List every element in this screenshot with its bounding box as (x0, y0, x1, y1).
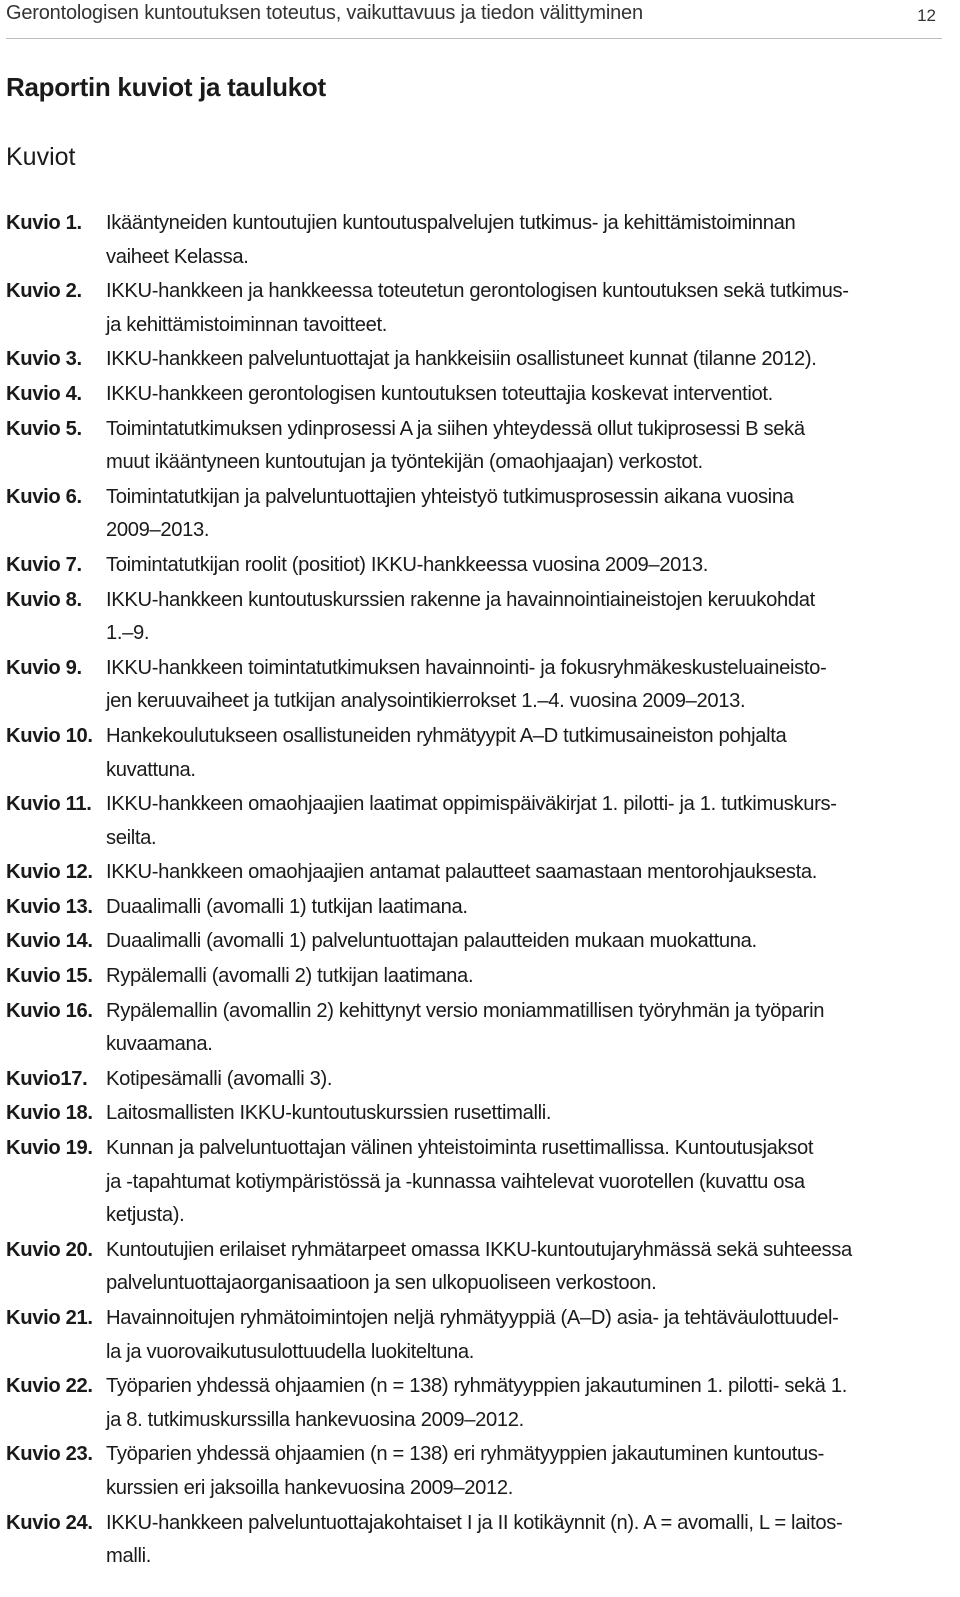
figure-caption (106, 856, 942, 890)
figure-caption-line: muut ikääntyneen kuntoutujan ja työntekijän (omaohjaajan) verkostot. (106, 451, 703, 474)
subsection-title: Kuviot (6, 143, 76, 171)
figure-caption-line: Kunnan ja palveluntuottajan välinen yhteistoiminta rusettimallissa. Kuntoutusjaksot (106, 1137, 814, 1160)
figure-caption (106, 413, 942, 480)
figure-label: Kuvio 13. (6, 895, 93, 918)
figure-entry (6, 652, 942, 719)
figure-caption (106, 1438, 942, 1505)
figure-caption (106, 652, 942, 719)
figure-entry (6, 378, 942, 412)
figure-caption (106, 481, 942, 548)
figure-label: Kuvio 23. (6, 1443, 93, 1466)
figure-label: Kuvio17. (6, 1067, 88, 1090)
figure-caption (106, 378, 942, 412)
figure-label: Kuvio 4. (6, 382, 82, 405)
figure-caption (106, 1302, 942, 1369)
figure-label: Kuvio 22. (6, 1375, 93, 1398)
figure-caption (106, 720, 942, 787)
figure-label: Kuvio 5. (6, 417, 82, 440)
figure-label: Kuvio 16. (6, 999, 93, 1022)
figure-caption-line: Duaalimalli (avomalli 1) tutkijan laatimana. (106, 895, 468, 918)
page-header (6, 0, 942, 39)
figure-entry (6, 1097, 942, 1131)
figure-label: Kuvio 15. (6, 965, 93, 988)
figure-caption-line: Havainnoitujen ryhmätoimintojen neljä ryhmätyyppiä (A–D) asia- ja tehtäväulottuudel- (106, 1307, 839, 1329)
figure-caption (106, 275, 942, 342)
figure-caption (106, 1507, 942, 1574)
figure-caption (106, 343, 942, 377)
figure-entry (6, 788, 942, 855)
figure-caption-line: Kotipesämalli (avomalli 3). (106, 1067, 333, 1090)
figure-entry (6, 856, 942, 890)
figure-label: Kuvio 21. (6, 1307, 93, 1329)
figure-caption-line: IKKU-hankkeen omaohjaajien antamat palautteet saamastaan mentorohjauksesta. (106, 861, 818, 884)
figure-caption-line: palveluntuottajaorganisaatioon ja sen ulkopuoliseen verkostoon. (106, 1272, 657, 1295)
figure-entry (6, 413, 942, 480)
figure-label: Kuvio 8. (6, 588, 82, 611)
figure-label: Kuvio 18. (6, 1102, 93, 1125)
figure-entry (6, 584, 942, 651)
figure-caption-line: Rypälemallin (avomallin 2) kehittynyt versio moniammatillisen työryhmän ja työparin (106, 999, 825, 1022)
figure-caption (106, 891, 942, 925)
figure-entry (6, 275, 942, 342)
figure-entry (6, 343, 942, 377)
running-title: Gerontologisen kuntoutuksen toteutus, vaikuttavuus ja tiedon välittyminen (6, 2, 643, 24)
figure-caption-line: IKKU-hankkeen kuntoutuskurssien rakenne ja havainnointiaineistojen keruukohdat (106, 588, 815, 611)
figure-label: Kuvio 14. (6, 930, 93, 953)
figure-entry (6, 1438, 942, 1505)
figure-caption-line: Rypälemalli (avomalli 2) tutkijan laatimana. (106, 965, 474, 988)
figure-caption-line: Toimintatutkimuksen ydinprosessi A ja siihen yhteydessä ollut tukiprosessi B sekä (106, 417, 805, 440)
figure-caption-line: Duaalimalli (avomalli 1) palveluntuottajan palautteiden mukaan muokattuna. (106, 930, 757, 953)
figure-caption-line: 1.–9. (106, 622, 150, 645)
figure-caption (106, 995, 942, 1062)
figure-caption-line: Hankekoulutukseen osallistuneiden ryhmätyypit A–D tutkimusaineiston pohjalta (106, 724, 787, 747)
figure-caption-line: Työparien yhdessä ohjaamien (n = 138) ryhmätyyppien jakautuminen 1. pilotti- sekä 1. (106, 1375, 847, 1398)
figure-caption (106, 1234, 942, 1301)
figure-label: Kuvio 20. (6, 1238, 93, 1261)
page-number: 12 (917, 6, 936, 25)
figure-caption-line: Ikääntyneiden kuntoutujien kuntoutuspalvelujen tutkimus- ja kehittämistoiminnan (106, 212, 796, 234)
figure-caption (106, 207, 942, 274)
figure-caption-line: Toimintatutkijan roolit (positiot) IKKU-hankkeessa vuosina 2009–2013. (106, 553, 709, 576)
figure-entry (6, 481, 942, 548)
figure-caption-line: ja 8. tutkimuskurssilla hankevuosina 2009–2012. (106, 1408, 524, 1431)
figure-caption (106, 788, 942, 855)
figure-list (6, 207, 942, 1575)
figure-entry (6, 720, 942, 787)
figure-caption-line: IKKU-hankkeen palveluntuottajakohtaiset I ja II kotikäynnit (n). A = avomalli, L = laitos- (106, 1511, 843, 1534)
figure-caption-line: vaiheet Kelassa. (106, 245, 249, 268)
figure-caption-line: Kuntoutujien erilaiset ryhmätarpeet omassa IKKU-kuntoutujaryhmässä sekä suhteessa (106, 1238, 852, 1261)
figure-caption-line: la ja vuorovaikutusulottuudella luokiteltuna. (106, 1340, 475, 1363)
figure-caption-line: ja kehittämistoiminnan tavoitteet. (106, 313, 387, 336)
figure-entry (6, 1132, 942, 1233)
figure-label: Kuvio 12. (6, 861, 93, 884)
figure-caption (106, 960, 942, 994)
figure-caption (106, 1132, 942, 1233)
figure-caption (106, 925, 942, 959)
figure-label: Kuvio 6. (6, 485, 82, 508)
figure-caption-line: IKKU-hankkeen palveluntuottajat ja hankkeisiin osallistuneet kunnat (tilanne 2012). (106, 348, 817, 371)
figure-label: Kuvio 3. (6, 348, 82, 371)
figure-caption-line: Toimintatutkijan ja palveluntuottajien yhteistyö tutkimusprosessin aikana vuosina (106, 485, 794, 508)
figure-label: Kuvio 1. (6, 212, 82, 234)
section-title: Raportin kuviot ja taulukot (6, 72, 326, 102)
figure-label: Kuvio 19. (6, 1137, 93, 1160)
figure-caption-line: kuvattuna. (106, 758, 196, 781)
figure-caption (106, 584, 942, 651)
figure-label: Kuvio 2. (6, 280, 82, 303)
figure-caption (106, 1097, 942, 1131)
figure-entry (6, 891, 942, 925)
figure-caption-line: 2009–2013. (106, 519, 210, 542)
figure-label: Kuvio 11. (6, 793, 92, 816)
figure-caption-line: kurssien eri jaksoilla hankevuosina 2009–2012. (106, 1476, 513, 1499)
figure-caption-line: ja -tapahtumat kotiympäristössä ja -kunnassa vaihtelevat vuorotellen (kuvattu osa (106, 1170, 805, 1193)
figure-entry (6, 960, 942, 994)
figure-caption-line: IKKU-hankkeen toimintatutkimuksen havainnointi- ja fokusryhmäkeskusteluaineisto- (106, 656, 827, 679)
figure-entry (6, 1063, 942, 1097)
figure-caption (106, 1370, 942, 1437)
figure-entry (6, 1302, 942, 1369)
figure-caption (106, 549, 942, 583)
figure-caption-line: Laitosmallisten IKKU-kuntoutuskurssien rusettimalli. (106, 1102, 552, 1125)
figure-entry (6, 1234, 942, 1301)
figure-caption (106, 1063, 942, 1097)
figure-caption-line: ketjusta). (106, 1204, 185, 1227)
figure-caption-line: seilta. (106, 826, 157, 849)
figure-caption-line: IKKU-hankkeen ja hankkeessa toteutetun gerontologisen kuntoutuksen sekä tutkimus- (106, 280, 849, 303)
figure-caption-line: Työparien yhdessä ohjaamien (n = 138) eri ryhmätyyppien jakautuminen kuntoutus- (106, 1443, 825, 1466)
figure-entry (6, 207, 942, 274)
figure-caption-line: jen keruuvaiheet ja tutkijan analysointikierrokset 1.–4. vuosina 2009–2013. (106, 690, 746, 713)
figure-label: Kuvio 24. (6, 1511, 93, 1534)
figure-label: Kuvio 7. (6, 553, 82, 576)
figure-entry (6, 1370, 942, 1437)
figure-caption-line: IKKU-hankkeen gerontologisen kuntoutuksen toteuttajia koskevat interventiot. (106, 382, 773, 405)
figure-label: Kuvio 10. (6, 724, 93, 747)
figure-caption-line: kuvaamana. (106, 1033, 213, 1056)
figure-caption-line: IKKU-hankkeen omaohjaajien laatimat oppimispäiväkirjat 1. pilotti- ja 1. tutkimuskurs- (106, 793, 837, 816)
figure-entry (6, 1507, 942, 1574)
figure-entry (6, 925, 942, 959)
figure-entry (6, 549, 942, 583)
figure-entry (6, 995, 942, 1062)
figure-label: Kuvio 9. (6, 656, 82, 679)
figure-caption-line: malli. (106, 1545, 152, 1568)
